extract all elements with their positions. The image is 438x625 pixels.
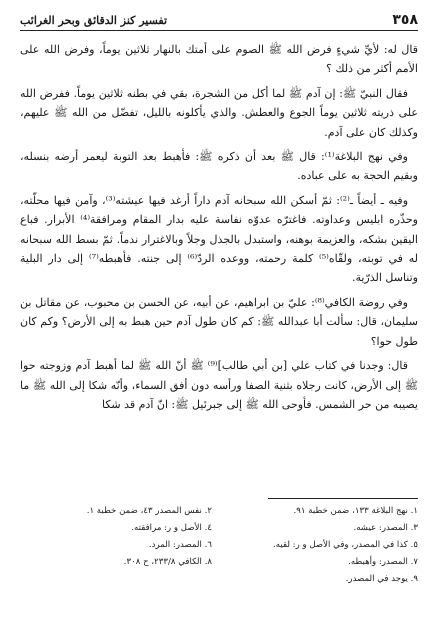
footnote: ٩. يوجد في المصدر. (345, 574, 418, 584)
footnote: ٨. الكافي ٢٣٣/٨، ح ٣٠٨. (123, 557, 212, 567)
body-text (20, 40, 418, 419)
footnote: ٣. المصدر: عيشه. (353, 523, 418, 533)
paragraph: وفيه ـ أيضاً ـ⁽²⁾: ثمّ أسكن الله سبحانه آدم داراً أرغد فيها عيشته⁽³⁾، وآمن فيها محلّته، وحذّره ابليس وعداوته. فاغترّه عدوّه نفاسة عليه بدار المقام ومرافقة⁽⁴⁾ الأبرار. فباع اليقين بشكه، والعزيمة بوهنه، واستبدل بالجذل وجلاً وبالاغترار ندماً. ثمّ بسط الله سبحانه له في توبته، ولقّاه⁽⁵⁾ كلمة رحمته، ووعده الردّ⁽⁶⁾ إلى جنته. فأهبطه⁽⁷⁾ إلى دار البلية وتناسل الذرّية. (20, 193, 418, 285)
footnote: ٢. نفس المصدر ٤٣، ضمن خطبة ١. (86, 506, 212, 516)
book-page (20, 10, 418, 615)
footnote: ٦. المصدر: المرد. (148, 540, 212, 550)
paragraph: قال: وجدنا في كتاب علي [بن أبي طالب]⁽⁹⁾ ﷺ أنّ الله ﷺ لما أهبط آدم وزوجته حوا ﷺ إلى الأرض، كانت رجلاه بثنية الصفا ورأسه دون أفق السماء، وأنّه شكا إلى الله ﷺ ما يصيبه من حر الشمس. فأوحى الله ﷺ إلى جبرئيل ﷺ: انّ آدم قد شكا (20, 359, 418, 411)
paragraph: وفي نهج البلاغة⁽¹⁾: قال ﷺ بعد أن ذكره ﷺ: فأهبط بعد التوبة ليعمر أرضه بنسله، وبقيم الحجة به على عباده. (20, 150, 418, 183)
footnote: ٧. المصدر: وأهبطه. (348, 557, 418, 567)
paragraph: وفي روضة الكافي⁽⁸⁾: عليّ بن ابراهيم، عن أبيه، عن الحسن بن محبوب، عن مقاتل بن سليمان، قال: سألت أبا عبدالله ﷺ: كم كان طول آدم حين هبط به إلى الأرض؟ وكم كان طول حوا؟ (20, 295, 418, 348)
footnote: ٥. كذا في المصدر، وفي الأصل و ر: لقيه. (273, 540, 418, 550)
paragraph: قال له: لأيِّ شيءٍ فرض الله ﷺ الصوم على أمتك بالنهار ثلاثين يوماً، وفرض الله على الأمم أكثر من ذلك ؟ (20, 43, 418, 76)
footnote: ٤. الأصل و ر: مرافقته. (131, 523, 212, 533)
paragraph: فقال النبيّ ﷺ: إن آدم ﷺ لما أكل من الشجرة، بقي في بطنه ثلاثين يوماً. ففرض الله على ذريته ثلاثين يوماً الجوع والعطش. والذي يأكلونه بالليل، تفضّل من الله ﷺ عليهم، وكذلك كان على آدم. (20, 86, 418, 139)
footnote: ١. نهج البلاغة ١٣٣، ضمن خطبة ٩١. (293, 506, 418, 516)
page-number: ٣٥٨ (392, 12, 418, 28)
running-header (20, 10, 418, 31)
footnote-separator (268, 498, 418, 499)
running-title: تفسير كنز الدقائق وبحر الغرائب (20, 13, 168, 27)
footnotes (20, 504, 418, 586)
